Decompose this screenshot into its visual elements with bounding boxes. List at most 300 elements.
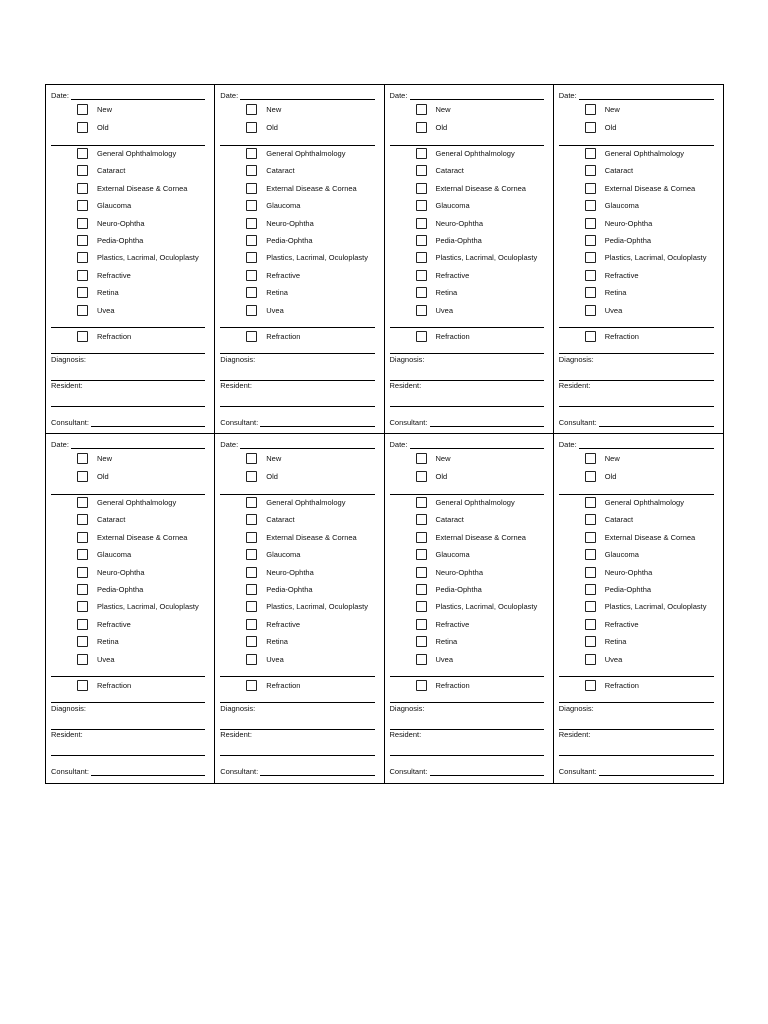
subspecialty-label: Neuro-Ophtha [435,218,484,228]
subspecialty-option [385,549,553,563]
status-option-label: Old [266,123,278,132]
subspecialty-checkbox[interactable] [585,148,596,159]
subspecialty-label: Glaucoma [604,201,639,211]
diagnosis-label: Diagnosis: [558,355,594,364]
subspecialty-checkbox[interactable] [77,200,88,211]
refraction-label: Refraction [266,332,301,341]
subspecialty-checkbox[interactable] [246,654,257,665]
status-option [215,104,383,118]
date-field[interactable] [240,448,374,449]
status-option-label: Old [97,123,109,132]
subspecialty-option [554,252,723,266]
consultant-label: Consultant: [220,767,259,776]
status-option-label: New [604,454,620,463]
subspecialty-label: Retina [604,637,627,647]
subspecialty-label: Cataract [604,166,634,176]
diagnosis-label: Diagnosis: [220,704,256,713]
date-field[interactable] [71,448,205,449]
consultant-field[interactable] [91,775,205,776]
subspecialty-option [385,567,553,581]
refraction-checkbox[interactable] [77,680,88,691]
consultant-field[interactable] [599,426,714,427]
subspecialty-checkbox[interactable] [246,584,257,595]
subspecialty-label: External Disease & Cornea [435,532,526,542]
subspecialty-checkbox[interactable] [77,183,88,194]
subspecialty-checkbox[interactable] [585,235,596,246]
subspecialty-checkbox[interactable] [416,549,427,560]
subspecialty-checkbox[interactable] [77,148,88,159]
subspecialty-label: Uvea [604,654,623,664]
subspecialty-checkbox[interactable] [416,287,427,298]
section-divider [390,702,544,703]
subspecialty-option [46,514,214,528]
subspecialty-label: Plastics, Lacrimal, Oculoplasty [266,602,368,612]
resident-field[interactable] [559,406,714,407]
subspecialty-checkbox[interactable] [416,305,427,316]
subspecialty-checkbox[interactable] [246,270,257,281]
date-field[interactable] [410,99,544,100]
diagnosis-label: Diagnosis: [51,704,87,713]
subspecialty-option [385,497,553,511]
status-option [554,104,723,118]
subspecialty-label: Glaucoma [435,201,470,211]
subspecialty-checkbox[interactable] [246,252,257,263]
subspecialty-checkbox[interactable] [246,514,257,525]
subspecialty-checkbox[interactable] [246,497,257,508]
status-checkbox[interactable] [246,453,257,464]
subspecialty-label: Neuro-Ophtha [266,218,314,228]
subspecialty-label: Plastics, Lacrimal, Oculoplasty [604,253,707,263]
consultant-field[interactable] [260,426,374,427]
subspecialty-checkbox[interactable] [585,532,596,543]
refraction-checkbox[interactable] [246,331,257,342]
subspecialty-checkbox[interactable] [416,165,427,176]
subspecialty-checkbox[interactable] [416,235,427,246]
date-label: Date: [51,440,69,449]
status-option-label: New [97,105,113,114]
subspecialty-option [554,514,723,528]
subspecialty-checkbox[interactable] [585,549,596,560]
refraction-label: Refraction [435,332,470,341]
status-checkbox[interactable] [77,453,88,464]
status-option [385,453,553,467]
subspecialty-option [554,532,723,546]
status-checkbox[interactable] [416,104,427,115]
subspecialty-option [215,584,383,598]
subspecialty-checkbox[interactable] [585,252,596,263]
subspecialty-checkbox[interactable] [585,287,596,298]
refraction-option [554,331,723,345]
section-divider [220,327,374,328]
consultant-label: Consultant: [51,418,89,427]
status-checkbox[interactable] [416,122,427,133]
subspecialty-checkbox[interactable] [246,549,257,560]
subspecialty-checkbox[interactable] [77,619,88,630]
subspecialty-label: Glaucoma [266,550,301,560]
date-label: Date: [389,91,408,100]
slip-card [385,85,554,434]
subspecialty-label: Refractive [435,270,470,280]
consultant-field[interactable] [599,775,714,776]
subspecialty-checkbox[interactable] [246,235,257,246]
subspecialty-label: General Ophthalmology [266,498,346,507]
subspecialty-label: Retina [266,637,288,647]
consultant-field[interactable] [260,775,374,776]
subspecialty-checkbox[interactable] [77,270,88,281]
subspecialty-option [215,200,383,214]
subspecialty-option [215,252,383,266]
subspecialty-option [46,218,214,232]
status-option [215,471,383,485]
resident-label: Resident: [389,381,422,390]
subspecialty-option [215,601,383,615]
resident-field[interactable] [220,755,374,756]
subspecialty-checkbox[interactable] [585,165,596,176]
subspecialty-checkbox[interactable] [416,218,427,229]
subspecialty-checkbox[interactable] [585,567,596,578]
subspecialty-checkbox[interactable] [246,636,257,647]
section-divider [559,494,714,495]
status-checkbox[interactable] [585,453,596,464]
consultant-label: Consultant: [389,418,428,427]
subspecialty-option [46,305,214,319]
subspecialty-label: General Ophthalmology [435,149,515,158]
subspecialty-option [215,305,383,319]
subspecialty-label: Uvea [266,305,284,315]
subspecialty-label: Retina [604,288,627,298]
subspecialty-option [554,165,723,179]
subspecialty-checkbox[interactable] [585,305,596,316]
refraction-checkbox[interactable] [416,331,427,342]
section-divider [390,353,544,354]
subspecialty-checkbox[interactable] [416,584,427,595]
resident-label: Resident: [220,381,252,390]
subspecialty-label: External Disease & Cornea [266,183,357,193]
subspecialty-option [554,218,723,232]
date-label: Date: [220,440,239,449]
diagnosis-label: Diagnosis: [220,355,256,364]
status-checkbox[interactable] [246,471,257,482]
subspecialty-checkbox[interactable] [585,497,596,508]
date-field[interactable] [579,448,714,449]
subspecialty-label: Uvea [266,654,284,664]
subspecialty-checkbox[interactable] [77,235,88,246]
subspecialty-option [46,252,214,266]
subspecialty-label: Refractive [97,619,131,629]
subspecialty-option [215,270,383,284]
subspecialty-option [46,532,214,546]
subspecialty-checkbox[interactable] [416,514,427,525]
status-option-label: New [266,105,282,114]
referral-slip-sheet [45,84,724,784]
subspecialty-checkbox[interactable] [585,218,596,229]
subspecialty-checkbox[interactable] [77,287,88,298]
subspecialty-checkbox[interactable] [585,200,596,211]
subspecialty-label: Glaucoma [435,550,470,560]
subspecialty-checkbox[interactable] [416,619,427,630]
subspecialty-option [46,270,214,284]
subspecialty-label: Uvea [97,305,115,315]
section-divider [220,702,374,703]
resident-field[interactable] [220,406,374,407]
consultant-label: Consultant: [558,767,597,776]
subspecialty-checkbox[interactable] [77,636,88,647]
subspecialty-option [215,148,383,162]
consultant-field[interactable] [430,775,544,776]
subspecialty-label: Pedia-Ophtha [604,236,652,245]
subspecialty-option [385,200,553,214]
subspecialty-option [46,654,214,668]
status-option [554,471,723,485]
subspecialty-label: General Ophthalmology [604,149,684,158]
date-label: Date: [389,440,408,449]
subspecialty-label: Retina [266,288,288,298]
subspecialty-label: Uvea [97,654,115,664]
consultant-field[interactable] [91,426,205,427]
subspecialty-label: General Ophthalmology [97,498,177,507]
consultant-label: Consultant: [51,767,89,776]
refraction-checkbox[interactable] [246,680,257,691]
subspecialty-option [385,218,553,232]
subspecialty-option [46,235,214,249]
subspecialty-checkbox[interactable] [246,218,257,229]
status-option-label: New [97,454,113,463]
refraction-option [215,680,383,694]
subspecialty-checkbox[interactable] [246,200,257,211]
slip-card [215,434,384,783]
consultant-field[interactable] [430,426,544,427]
subspecialty-option [554,549,723,563]
status-option-label: New [266,454,282,463]
refraction-option [215,331,383,345]
subspecialty-checkbox[interactable] [77,165,88,176]
status-option-label: New [435,105,451,114]
resident-field[interactable] [51,755,205,756]
subspecialty-option [385,270,553,284]
resident-field[interactable] [390,406,544,407]
subspecialty-label: General Ophthalmology [97,149,177,158]
subspecialty-option [46,567,214,581]
subspecialty-option [554,287,723,301]
subspecialty-option [215,514,383,528]
refraction-checkbox[interactable] [416,680,427,691]
subspecialty-checkbox[interactable] [416,183,427,194]
subspecialty-checkbox[interactable] [246,601,257,612]
status-checkbox[interactable] [585,122,596,133]
subspecialty-option [46,584,214,598]
consultant-label: Consultant: [220,418,259,427]
status-option-label: Old [435,472,448,481]
subspecialty-checkbox[interactable] [246,567,257,578]
subspecialty-option [554,567,723,581]
status-checkbox[interactable] [246,122,257,133]
subspecialty-checkbox[interactable] [77,305,88,316]
subspecialty-label: Refractive [435,619,470,629]
subspecialty-checkbox[interactable] [585,584,596,595]
subspecialty-label: Plastics, Lacrimal, Oculoplasty [97,602,199,612]
refraction-option [554,680,723,694]
date-label: Date: [558,440,577,449]
subspecialty-option [215,619,383,633]
subspecialty-label: Retina [435,637,458,647]
status-option-label: Old [435,123,448,132]
date-field[interactable] [579,99,714,100]
subspecialty-checkbox[interactable] [77,514,88,525]
section-divider [559,327,714,328]
subspecialty-option [215,549,383,563]
section-divider [51,353,205,354]
subspecialty-checkbox[interactable] [246,305,257,316]
status-checkbox[interactable] [416,453,427,464]
subspecialty-checkbox[interactable] [77,654,88,665]
subspecialty-checkbox[interactable] [77,532,88,543]
subspecialty-option [215,532,383,546]
section-divider [390,676,544,677]
subspecialty-option [46,287,214,301]
subspecialty-checkbox[interactable] [246,148,257,159]
resident-field[interactable] [390,755,544,756]
subspecialty-label: Refractive [266,270,301,280]
subspecialty-label: Neuro-Ophtha [604,218,653,228]
subspecialty-label: External Disease & Cornea [604,532,696,542]
subspecialty-checkbox[interactable] [585,601,596,612]
subspecialty-checkbox[interactable] [585,619,596,630]
resident-field[interactable] [559,755,714,756]
resident-label: Resident: [220,730,252,739]
subspecialty-label: Refractive [266,619,301,629]
refraction-label: Refraction [97,332,132,341]
subspecialty-option [554,654,723,668]
subspecialty-checkbox[interactable] [585,270,596,281]
subspecialty-checkbox[interactable] [77,584,88,595]
subspecialty-option [385,636,553,650]
subspecialty-checkbox[interactable] [416,497,427,508]
subspecialty-label: Pedia-Ophtha [97,236,144,245]
status-checkbox[interactable] [246,104,257,115]
date-field[interactable] [240,99,374,100]
subspecialty-checkbox[interactable] [585,183,596,194]
status-option [215,122,383,136]
subspecialty-checkbox[interactable] [416,636,427,647]
subspecialty-option [385,287,553,301]
subspecialty-option [46,636,214,650]
status-option-label: Old [266,472,278,481]
subspecialty-checkbox[interactable] [246,165,257,176]
subspecialty-checkbox[interactable] [416,654,427,665]
date-field[interactable] [71,99,205,100]
refraction-option [385,331,553,345]
subspecialty-option [385,532,553,546]
subspecialty-checkbox[interactable] [77,549,88,560]
subspecialty-option [385,305,553,319]
section-divider [559,353,714,354]
subspecialty-checkbox[interactable] [585,636,596,647]
subspecialty-checkbox[interactable] [416,148,427,159]
subspecialty-option [385,601,553,615]
section-divider [390,327,544,328]
subspecialty-label: Retina [435,288,458,298]
status-checkbox[interactable] [77,104,88,115]
date-label: Date: [220,91,239,100]
subspecialty-option [554,584,723,598]
slip-card [46,85,215,434]
status-checkbox[interactable] [77,122,88,133]
diagnosis-label: Diagnosis: [389,704,425,713]
resident-label: Resident: [51,730,83,739]
section-divider [559,702,714,703]
subspecialty-checkbox[interactable] [246,532,257,543]
subspecialty-checkbox[interactable] [416,200,427,211]
subspecialty-label: Cataract [97,515,126,525]
subspecialty-label: External Disease & Cornea [435,183,526,193]
slip-card [554,434,723,783]
refraction-checkbox[interactable] [585,331,596,342]
refraction-label: Refraction [604,681,639,690]
section-divider [390,145,544,146]
subspecialty-checkbox[interactable] [77,497,88,508]
subspecialty-checkbox[interactable] [77,252,88,263]
subspecialty-checkbox[interactable] [77,218,88,229]
status-checkbox[interactable] [77,471,88,482]
subspecialty-checkbox[interactable] [416,532,427,543]
resident-field[interactable] [51,406,205,407]
subspecialty-label: General Ophthalmology [435,498,515,507]
status-option-label: Old [604,472,617,481]
status-option-label: Old [604,123,617,132]
date-field[interactable] [410,448,544,449]
subspecialty-option [385,654,553,668]
status-checkbox[interactable] [585,471,596,482]
slip-card [46,434,215,783]
section-divider [220,145,374,146]
subspecialty-label: Plastics, Lacrimal, Oculoplasty [266,253,368,263]
subspecialty-label: Uvea [604,305,623,315]
subspecialty-option [46,148,214,162]
status-checkbox[interactable] [585,104,596,115]
subspecialty-checkbox[interactable] [416,252,427,263]
subspecialty-checkbox[interactable] [246,287,257,298]
status-option [215,453,383,467]
subspecialty-checkbox[interactable] [416,601,427,612]
subspecialty-checkbox[interactable] [416,567,427,578]
section-divider [51,494,205,495]
section-divider [220,494,374,495]
refraction-checkbox[interactable] [77,331,88,342]
subspecialty-option [554,601,723,615]
resident-label: Resident: [558,730,591,739]
subspecialty-label: Cataract [266,166,295,176]
subspecialty-option [215,183,383,197]
subspecialty-checkbox[interactable] [246,619,257,630]
subspecialty-option [554,305,723,319]
subspecialty-option [46,619,214,633]
refraction-option [46,680,214,694]
status-option [46,453,214,467]
subspecialty-checkbox[interactable] [77,567,88,578]
status-checkbox[interactable] [416,471,427,482]
subspecialty-checkbox[interactable] [585,654,596,665]
subspecialty-label: Neuro-Ophtha [266,567,314,577]
subspecialty-label: Pedia-Ophtha [435,585,482,594]
subspecialty-label: Refractive [97,270,131,280]
subspecialty-checkbox[interactable] [585,514,596,525]
subspecialty-label: General Ophthalmology [604,498,684,507]
subspecialty-checkbox[interactable] [77,601,88,612]
subspecialty-checkbox[interactable] [416,270,427,281]
subspecialty-checkbox[interactable] [246,183,257,194]
refraction-checkbox[interactable] [585,680,596,691]
subspecialty-option [215,235,383,249]
